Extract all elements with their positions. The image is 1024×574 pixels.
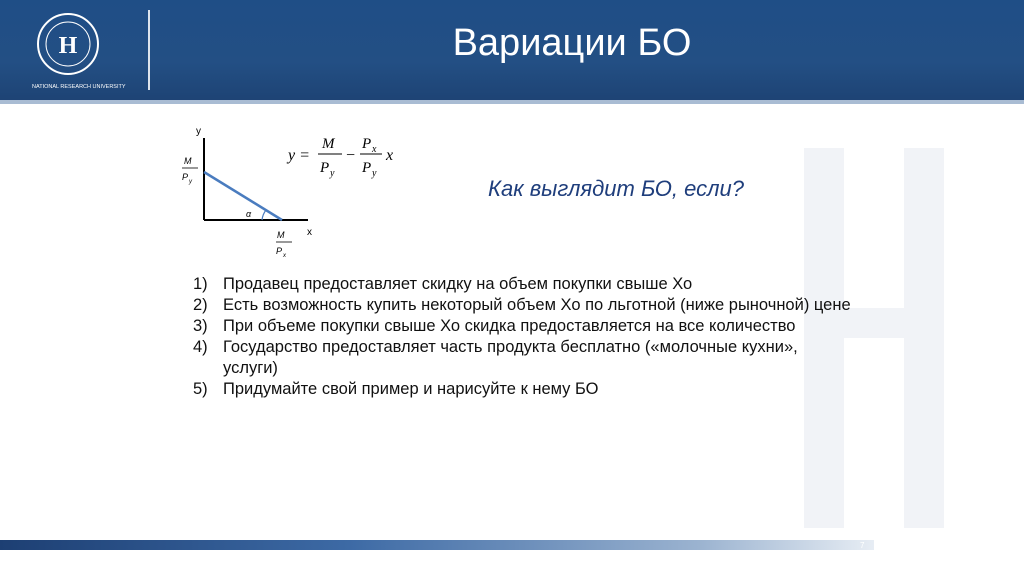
svg-text:Н: Н xyxy=(58,33,78,59)
svg-text:M: M xyxy=(322,136,335,152)
svg-text:y =: y = xyxy=(288,147,310,164)
y-intercept-den: P xyxy=(182,172,189,182)
svg-text:P: P xyxy=(362,136,372,152)
y-intercept-num: M xyxy=(184,156,192,166)
list-item: 1) Продавец предоставляет скидку на объем покупки свыше Хо xyxy=(193,275,693,293)
x-axis-label: x xyxy=(307,227,312,238)
question-text: Как выглядит БО, если? xyxy=(488,176,745,201)
list-item: 4) Государство предоставляет часть продукта бесплатно («молочные кухни», услуги) xyxy=(193,338,798,377)
page-title xyxy=(0,22,1024,65)
list-item: 5) Придумайте свой пример и нарисуйте к нему БО xyxy=(193,380,599,398)
svg-text:P: P xyxy=(320,160,330,176)
conditions-list xyxy=(193,274,853,400)
footer-bar xyxy=(0,540,874,550)
page-number: 7 xyxy=(860,541,865,550)
x-intercept-den: P xyxy=(276,246,283,256)
x-intercept-sub: x xyxy=(283,253,286,259)
x-intercept-num: M xyxy=(277,230,285,240)
list-item: 3) При объеме покупки свыше Хо скидка предоставляется на все количество xyxy=(193,317,796,335)
angle-label: α xyxy=(246,209,252,219)
svg-text:x: x xyxy=(372,144,377,155)
budget-formula xyxy=(282,130,422,190)
list-item: 2) Есть возможность купить некоторый объем Хо по льготной (ниже рыночной) цене xyxy=(193,296,851,314)
svg-text:y: y xyxy=(330,168,335,179)
svg-text:P: P xyxy=(362,160,372,176)
logo-text: NATIONAL RESEARCH UNIVERSITY xyxy=(32,84,126,90)
header-stripe xyxy=(0,100,1024,104)
page-title-text: Вариации БО xyxy=(452,22,692,64)
budget-line xyxy=(204,172,282,220)
svg-text:x: x xyxy=(386,147,394,164)
svg-text:−: − xyxy=(346,147,356,164)
y-axis-label: y xyxy=(196,126,201,137)
angle-arc xyxy=(262,210,266,220)
svg-text:y: y xyxy=(372,168,377,179)
y-intercept-sub: y xyxy=(189,179,192,185)
